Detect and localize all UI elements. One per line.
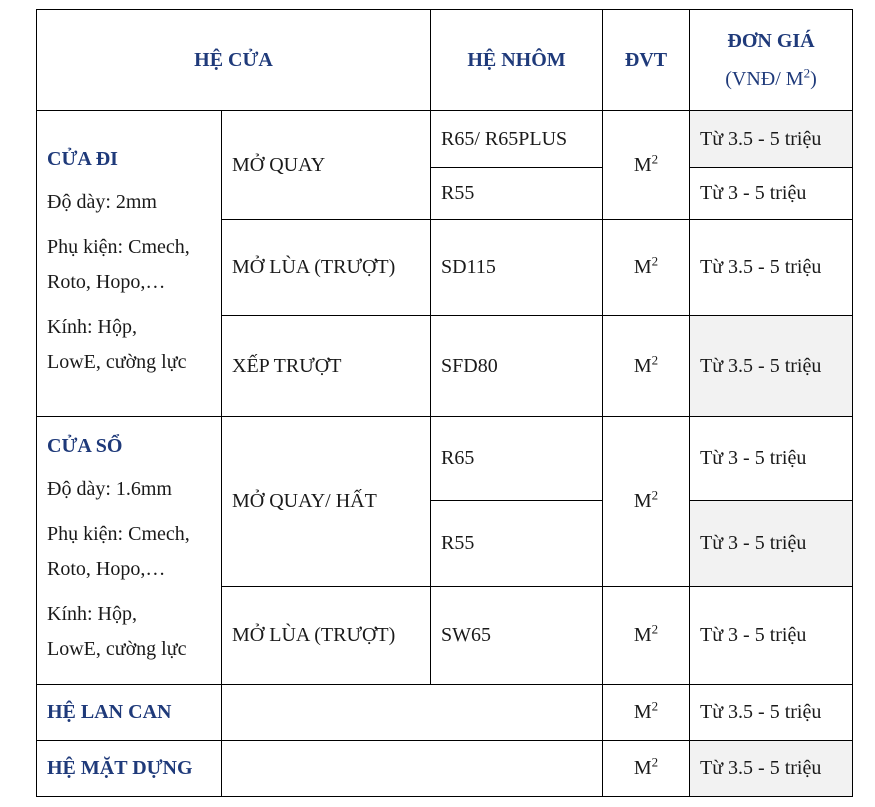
profile: SD115: [431, 220, 603, 316]
unit-sup: 2: [651, 621, 659, 637]
category-accessories: Phụ kiện: Cmech,: [47, 522, 190, 545]
price-table: [36, 9, 853, 797]
unit-base: M: [633, 701, 652, 723]
unit-sup: 2: [651, 698, 659, 714]
price: Từ 3 - 5 triệu: [690, 168, 853, 220]
unit-cell: [603, 741, 690, 797]
category-glass: Kính: Hộp,: [47, 602, 137, 625]
unit-sup: 2: [651, 253, 659, 269]
door-type: MỞ QUAY: [222, 111, 431, 220]
unit-prefix: (VNĐ/ M: [725, 68, 804, 90]
unit-base: M: [633, 757, 652, 779]
profile: R55: [431, 168, 603, 220]
price: Từ 3.5 - 5 triệu: [690, 316, 853, 417]
category-glass-2: LowE, cường lực: [47, 637, 187, 660]
profile: SFD80: [431, 316, 603, 417]
category-accessories-2: Roto, Hopo,…: [47, 270, 166, 293]
profile: R65/ R65PLUS: [431, 111, 603, 168]
header-don-gia-unit: [700, 60, 842, 98]
price: Từ 3.5 - 5 triệu: [690, 220, 853, 316]
profile: R65: [431, 417, 603, 501]
unit-cell: [603, 587, 690, 685]
empty-cell: [222, 741, 603, 797]
empty-cell: [222, 685, 603, 741]
header-he-nhom: HỆ NHÔM: [431, 10, 603, 111]
category-thickness: Độ dày: 2mm: [47, 190, 157, 213]
table-row: [37, 111, 853, 168]
window-type: MỞ QUAY/ HẤT: [222, 417, 431, 587]
header-dvt: ĐVT: [603, 10, 690, 111]
unit-cell: [603, 685, 690, 741]
header-don-gia-title: ĐƠN GIÁ: [727, 30, 815, 52]
category-cua-so: [37, 417, 222, 685]
unit-cell: [603, 316, 690, 417]
category-glass-2: LowE, cường lực: [47, 350, 187, 373]
category-title: CỬA ĐI: [47, 147, 118, 170]
table-row: [37, 685, 853, 741]
unit-sup: 2: [651, 351, 659, 367]
price: Từ 3.5 - 5 triệu: [690, 111, 853, 168]
unit-sup: 2: [651, 754, 659, 770]
header-row: [37, 10, 853, 111]
price: Từ 3 - 5 triệu: [690, 501, 853, 587]
table-row: [37, 417, 853, 501]
unit-sup: 2: [651, 487, 659, 503]
unit-base: M: [633, 256, 652, 278]
window-type: MỞ LÙA (TRƯỢT): [222, 587, 431, 685]
category-cua-di: [37, 111, 222, 417]
price: Từ 3.5 - 5 triệu: [690, 685, 853, 741]
unit-cell: [603, 417, 690, 587]
category-title: CỬA SỔ: [47, 434, 123, 457]
category-accessories-2: Roto, Hopo,…: [47, 557, 166, 580]
unit-base: M: [633, 153, 652, 176]
category-thickness: Độ dày: 1.6mm: [47, 477, 172, 500]
table-row: [37, 741, 853, 797]
profile: R55: [431, 501, 603, 587]
header-he-cua: HỆ CỬA: [37, 10, 431, 111]
category-lan-can: HỆ LAN CAN: [37, 685, 222, 741]
unit-sup: 2: [803, 65, 811, 81]
profile: SW65: [431, 587, 603, 685]
price: Từ 3.5 - 5 triệu: [690, 741, 853, 797]
price: Từ 3 - 5 triệu: [690, 587, 853, 685]
door-type: MỞ LÙA (TRƯỢT): [222, 220, 431, 316]
door-type: XẾP TRƯỢT: [222, 316, 431, 417]
unit-suffix: ): [810, 68, 817, 90]
unit-sup: 2: [651, 150, 659, 166]
category-mat-dung: HỆ MẶT DỰNG: [37, 741, 222, 797]
unit-cell: [603, 220, 690, 316]
category-glass: Kính: Hộp,: [47, 315, 137, 338]
price: Từ 3 - 5 triệu: [690, 417, 853, 501]
unit-base: M: [633, 490, 652, 512]
unit-cell: [603, 111, 690, 220]
header-don-gia: [690, 10, 853, 111]
category-accessories: Phụ kiện: Cmech,: [47, 235, 190, 258]
unit-base: M: [633, 624, 652, 646]
unit-base: M: [633, 354, 652, 377]
